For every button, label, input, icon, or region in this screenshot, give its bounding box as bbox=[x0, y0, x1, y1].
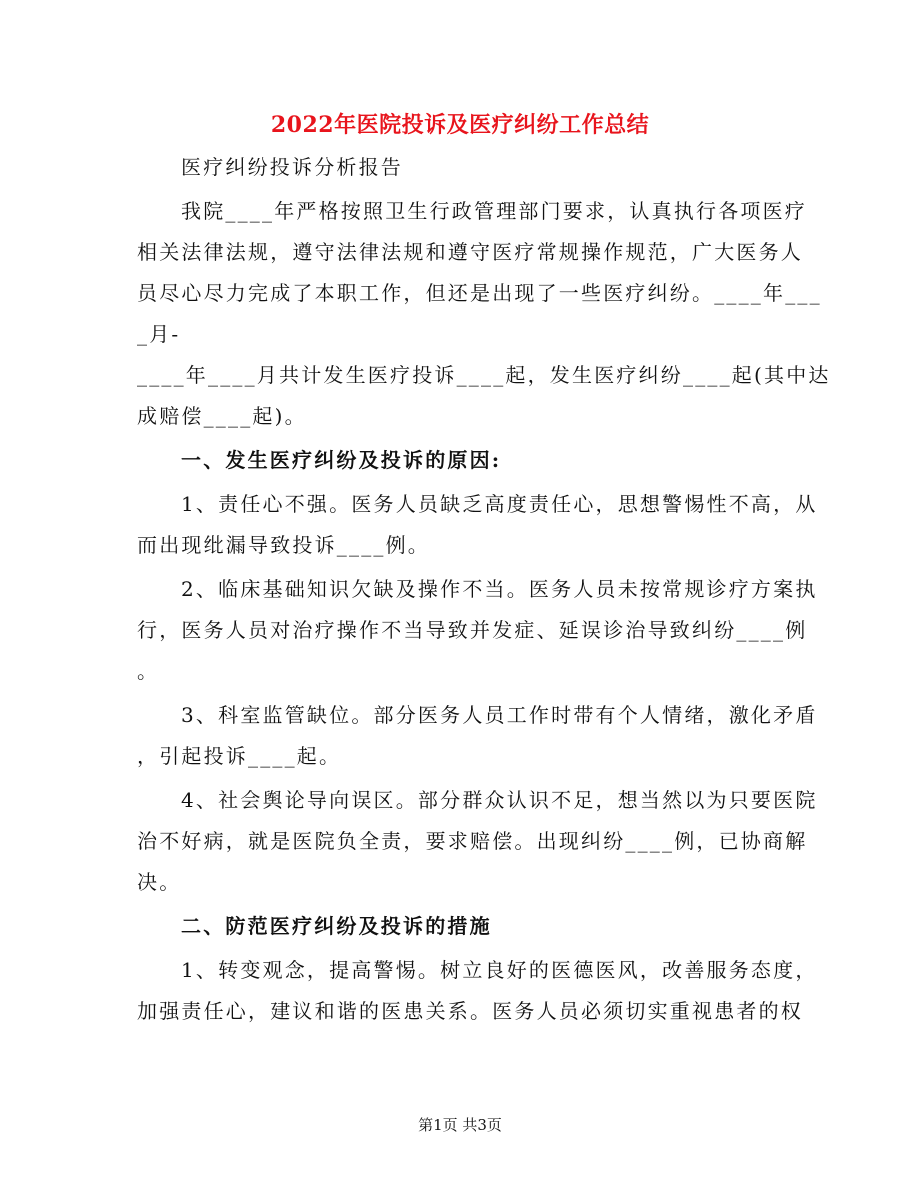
page-title: 2022年医院投诉及医疗纠纷工作总结 bbox=[270, 112, 650, 138]
section-heading: 二、防范医疗纠纷及投诉的措施 bbox=[181, 914, 492, 938]
page-number-footer: 第1页 共3页 bbox=[418, 1116, 502, 1134]
paragraph-line: 行，医务人员对治疗操作不当导致并发症、延误诊治导致纠纷____例 bbox=[137, 618, 808, 642]
paragraph-line: 1、责任心不强。医务人员缺乏高度责任心，思想警惕性不高，从 bbox=[181, 492, 818, 516]
paragraph-line: 1、转变观念，提高警惕。树立良好的医德医风，改善服务态度， bbox=[181, 958, 818, 982]
paragraph-line: 治不好病，就是医院负全责，要求赔偿。出现纠纷____例，已协商解 bbox=[137, 829, 808, 853]
paragraph-line: 成赔偿____起)。 bbox=[137, 404, 307, 428]
paragraph-line: 决。 bbox=[137, 870, 182, 894]
paragraph-line: 而出现纰漏导致投诉____例。 bbox=[137, 533, 430, 557]
paragraph-line: 。 bbox=[137, 659, 160, 683]
section-heading: 一、发生医疗纠纷及投诉的原因: bbox=[181, 448, 502, 472]
paragraph-line: 2、临床基础知识欠缺及操作不当。医务人员未按常规诊疗方案执 bbox=[181, 577, 818, 601]
paragraph-line: 加强责任心，建议和谐的医患关系。医务人员必须切实重视患者的权 bbox=[137, 999, 803, 1023]
paragraph-line: 相关法律法规，遵守法律法规和遵守医疗常规操作规范，广大医务人 bbox=[137, 240, 803, 264]
paragraph-line: ，引起投诉____起。 bbox=[137, 744, 342, 768]
paragraph-line: ____年____月共计发生医疗投诉____起，发生医疗纠纷____起(其中达 bbox=[137, 363, 831, 387]
paragraph-line: _月- bbox=[137, 322, 181, 346]
report-subtitle: 医疗纠纷投诉分析报告 bbox=[181, 155, 403, 179]
paragraph-line: 员尽心尽力完成了本职工作，但还是出现了一些医疗纠纷。____年___ bbox=[137, 281, 822, 305]
paragraph-line: 3、科室监管缺位。部分医务人员工作时带有个人情绪，激化矛盾 bbox=[181, 703, 818, 727]
paragraph-line: 4、社会舆论导向误区。部分群众认识不足，想当然以为只要医院 bbox=[181, 788, 818, 812]
paragraph-line: 我院____年严格按照卫生行政管理部门要求，认真执行各项医疗 bbox=[181, 199, 807, 223]
